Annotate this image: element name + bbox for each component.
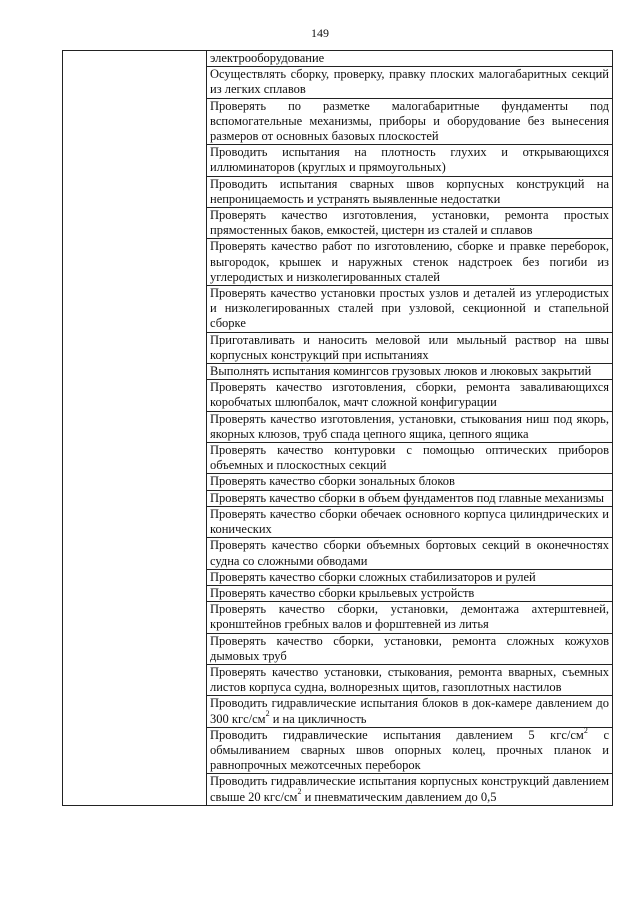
table-cell: Приготавливать и наносить меловой или мыльный раствор на швы корпусных конструкций при испытаниях <box>207 332 613 363</box>
superscript: 2 <box>297 787 302 797</box>
table-cell: Проверять качество сборки зональных блоков <box>207 474 613 490</box>
table-cell: Проверять по разметке малогабаритные фундаменты под вспомогательные механизмы, приборы и оборудование без вынесения размеров от основных базовых плоскостей <box>207 98 613 145</box>
table-cell: Проверять качество сборки обечаек основного корпуса цилиндрических и конических <box>207 506 613 537</box>
competency-table <box>62 50 613 806</box>
table-cell: Проверять качество сборки объемных бортовых секций в оконечностях судна со сложными обводами <box>207 538 613 569</box>
table-cell <box>207 774 613 805</box>
superscript: 2 <box>583 725 588 735</box>
table-cell: Проверять качество работ по изготовлению, сборке и правке переборок, выгородок, крышек и наружных стенок надстроек без погиби из углеродистых и низколегированных сталей <box>207 239 613 286</box>
table-cell: Проверять качество установки, стыкования, ремонта вварных, съемных листов корпуса судна, волнорезных щитов, газоплотных настилов <box>207 664 613 695</box>
cell-text: Проводить гидравлические испытания давлением 5 кгс/см <box>210 727 584 742</box>
table-cell: Проверять качество сборки крыльевых устройств <box>207 585 613 601</box>
table-cell: Проводить испытания сварных швов корпусных конструкций на непроницаемость и устранять выявленные недостатки <box>207 176 613 207</box>
table-cell: Проверять качество контуровки с помощью оптических приборов объемных и плоскостных секций <box>207 443 613 474</box>
table-cell: Проверять качество установки простых узлов и деталей из углеродистых и низколегированных сталей при узловой, секционной и стапельной сборке <box>207 286 613 333</box>
table-cell: Проверять качество сборки, установки, ремонта сложных кожухов дымовых труб <box>207 633 613 664</box>
table-cell: Проверять качество сборки, установки, демонтажа ахтерштевней, кронштейнов гребных валов и форштевней из литья <box>207 602 613 633</box>
cell-text: с обмыливанием сварных швов опорных колец, прочных планок и равнопрочных межотсечных переборок <box>210 727 609 773</box>
table-cell: Осуществлять сборку, проверку, правку плоских малогабаритных секций из легких сплавов <box>207 67 613 98</box>
table-cell: Проверять качество изготовления, установки, стыкования ниш под якорь, якорных клюзов, труб спада цепного ящика, цепного ящика <box>207 411 613 442</box>
table-cell: Проверять качество изготовления, сборки, ремонта заваливающихся коробчатых шлюпбалок, мачт сложной конфигурации <box>207 380 613 411</box>
superscript: 2 <box>265 709 270 719</box>
cell-text: Проводить гидравлические испытания блоков в док-камере давлением до 300 кгс/см <box>210 696 609 726</box>
cell-text: Проводить гидравлические испытания корпусных конструкций давлением свыше 20 кгс/см <box>210 774 609 804</box>
left-column-cell <box>63 51 207 806</box>
table-cell: Проверять качество сборки в объем фундаментов под главные механизмы <box>207 490 613 506</box>
table-cell: Проверять качество изготовления, установки, ремонта простых прямостенных баков, емкостей, цистерн из сталей и сплавов <box>207 208 613 239</box>
table-cell: Выполнять испытания комингсов грузовых люков и люковых закрытий <box>207 364 613 380</box>
cell-text: и на цикличность <box>269 711 367 726</box>
cell-text: и пневматическим давлением до 0,5 <box>301 789 497 804</box>
page-number: 149 <box>311 26 329 40</box>
table-cell: Проводить испытания на плотность глухих и открывающихся иллюминаторов (круглых и прямоугольных) <box>207 145 613 176</box>
table-cell <box>207 696 613 727</box>
table-row <box>63 51 613 67</box>
table-cell <box>207 727 613 774</box>
table-cell: электрооборудование <box>207 51 613 67</box>
table-cell: Проверять качество сборки сложных стабилизаторов и рулей <box>207 569 613 585</box>
